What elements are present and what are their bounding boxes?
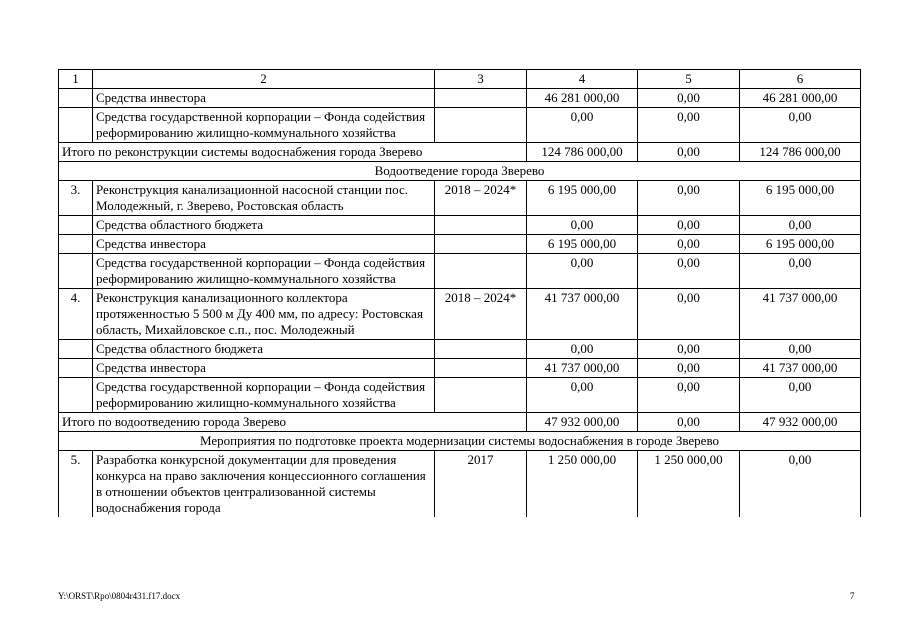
value-cell: 0,00 — [527, 340, 638, 359]
row-description: Средства государственной корпорации – Фонда содействия реформированию жилищно-коммунального хозяйства — [93, 108, 435, 143]
row-number — [59, 378, 93, 413]
period-cell: 2018 – 2024* — [435, 289, 527, 340]
table-row — [59, 340, 861, 359]
header-cell: 4 — [527, 70, 638, 89]
row-description: Средства инвестора — [93, 235, 435, 254]
page-number: 7 — [850, 591, 855, 601]
table-row — [59, 89, 861, 108]
value-cell: 0,00 — [638, 89, 740, 108]
row-description: Средства инвестора — [93, 89, 435, 108]
value-cell: 0,00 — [740, 340, 861, 359]
row-description: Средства областного бюджета — [93, 216, 435, 235]
value-cell: 0,00 — [740, 451, 861, 518]
section-row — [59, 432, 861, 451]
period-cell — [435, 89, 527, 108]
value-cell: 41 737 000,00 — [740, 289, 861, 340]
table-row — [59, 235, 861, 254]
value-cell: 0,00 — [638, 340, 740, 359]
section-title: Мероприятия по подготовке проекта модернизации системы водоснабжения в городе Зверево — [59, 432, 861, 451]
budget-table — [58, 69, 861, 517]
section-title: Водоотведение города Зверево — [59, 162, 861, 181]
row-number — [59, 216, 93, 235]
row-number — [59, 108, 93, 143]
period-cell — [435, 340, 527, 359]
row-description: Разработка конкурсной документации для проведения конкурса на право заключения концессионного соглашения в отношении объектов централизованной системы водоснабжения города — [93, 451, 435, 518]
period-cell — [435, 235, 527, 254]
value-cell: 0,00 — [638, 413, 740, 432]
value-cell: 46 281 000,00 — [527, 89, 638, 108]
value-cell: 41 737 000,00 — [527, 359, 638, 378]
header-cell: 2 — [93, 70, 435, 89]
period-cell — [435, 378, 527, 413]
row-description: Средства инвестора — [93, 359, 435, 378]
total-row — [59, 413, 861, 432]
value-cell: 6 195 000,00 — [527, 181, 638, 216]
total-row — [59, 143, 861, 162]
table-row — [59, 359, 861, 378]
header-cell: 5 — [638, 70, 740, 89]
value-cell: 0,00 — [740, 216, 861, 235]
row-description: Реконструкция канализационного коллектора протяженностью 5 500 м Ду 400 мм, по адресу: Ростовская область, Михайловское с.п., пос. Молодежный — [93, 289, 435, 340]
row-description: Средства областного бюджета — [93, 340, 435, 359]
table-row — [59, 216, 861, 235]
row-number — [59, 340, 93, 359]
period-cell — [435, 108, 527, 143]
value-cell: 124 786 000,00 — [740, 143, 861, 162]
row-number — [59, 235, 93, 254]
value-cell: 0,00 — [638, 378, 740, 413]
table-row — [59, 108, 861, 143]
value-cell: 0,00 — [638, 143, 740, 162]
value-cell: 0,00 — [638, 235, 740, 254]
item-row — [59, 289, 861, 340]
row-number: 3. — [59, 181, 93, 216]
row-description: Средства государственной корпорации – Фонда содействия реформированию жилищно-коммунального хозяйства — [93, 378, 435, 413]
value-cell: 6 195 000,00 — [740, 235, 861, 254]
value-cell: 0,00 — [527, 378, 638, 413]
value-cell: 0,00 — [638, 108, 740, 143]
value-cell: 41 737 000,00 — [527, 289, 638, 340]
header-row — [59, 70, 861, 89]
header-cell: 3 — [435, 70, 527, 89]
header-cell: 6 — [740, 70, 861, 89]
value-cell: 0,00 — [740, 378, 861, 413]
value-cell: 0,00 — [740, 108, 861, 143]
row-number: 4. — [59, 289, 93, 340]
value-cell: 0,00 — [740, 254, 861, 289]
value-cell: 47 932 000,00 — [740, 413, 861, 432]
value-cell: 47 932 000,00 — [527, 413, 638, 432]
table-row — [59, 254, 861, 289]
row-number: 5. — [59, 451, 93, 518]
value-cell: 1 250 000,00 — [527, 451, 638, 518]
total-label: Итого по реконструкции системы водоснабжения города Зверево — [59, 143, 527, 162]
table-row — [59, 378, 861, 413]
value-cell: 0,00 — [638, 216, 740, 235]
value-cell: 1 250 000,00 — [638, 451, 740, 518]
section-row — [59, 162, 861, 181]
header-cell: 1 — [59, 70, 93, 89]
value-cell: 0,00 — [638, 289, 740, 340]
item-row — [59, 181, 861, 216]
value-cell: 46 281 000,00 — [740, 89, 861, 108]
row-description: Средства государственной корпорации – Фонда содействия реформированию жилищно-коммунального хозяйства — [93, 254, 435, 289]
total-label: Итого по водоотведению города Зверево — [59, 413, 527, 432]
value-cell: 6 195 000,00 — [740, 181, 861, 216]
value-cell: 0,00 — [527, 216, 638, 235]
period-cell — [435, 254, 527, 289]
value-cell: 0,00 — [638, 254, 740, 289]
value-cell: 0,00 — [527, 108, 638, 143]
period-cell — [435, 359, 527, 378]
row-number — [59, 254, 93, 289]
value-cell: 0,00 — [638, 181, 740, 216]
row-number — [59, 359, 93, 378]
period-cell: 2017 — [435, 451, 527, 518]
value-cell: 41 737 000,00 — [740, 359, 861, 378]
value-cell: 124 786 000,00 — [527, 143, 638, 162]
period-cell: 2018 – 2024* — [435, 181, 527, 216]
row-description: Реконструкция канализационной насосной станции пос. Молодежный, г. Зверево, Ростовская область — [93, 181, 435, 216]
row-number — [59, 89, 93, 108]
value-cell: 6 195 000,00 — [527, 235, 638, 254]
file-path: Y:\ORST\Rpo\0804r431.f17.docx — [58, 591, 181, 601]
value-cell: 0,00 — [638, 359, 740, 378]
value-cell: 0,00 — [527, 254, 638, 289]
item-row — [59, 451, 861, 518]
period-cell — [435, 216, 527, 235]
